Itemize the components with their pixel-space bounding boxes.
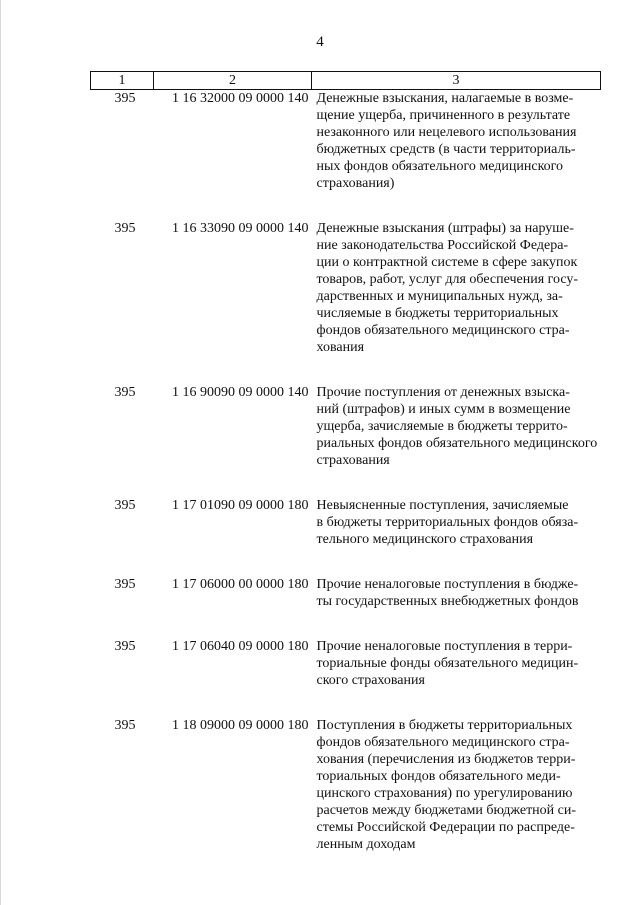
description-line: тельного медицинского страхования <box>316 532 534 547</box>
revenue-code-cell: 1 17 01090 09 0000 180 <box>172 498 309 513</box>
description-line: незаконного или нецелевого использования <box>316 125 577 140</box>
revenue-code-cell: 1 17 06040 09 0000 180 <box>172 639 309 654</box>
table-row <box>91 90 601 221</box>
description-line: ние законодательства Российской Федера- <box>316 238 569 253</box>
description-line: числяемые в бюджеты территориальных <box>316 306 559 321</box>
description-line: Денежные взыскания, налагаемые в возме- <box>316 91 574 106</box>
chapter-code-cell: 395 <box>114 498 136 513</box>
table-body <box>91 90 601 882</box>
chapter-code-cell: 395 <box>114 385 136 400</box>
description-line: в бюджеты территориальных фондов обяза- <box>316 515 579 530</box>
description-line: Прочие неналоговые поступления в бюдже- <box>316 577 579 592</box>
description-line: Денежные взыскания (штрафы) за наруше- <box>316 221 574 236</box>
description-line: Поступления в бюджеты территориальных <box>316 718 573 733</box>
description-line: дарственных и муниципальных нужд, за- <box>316 289 563 304</box>
chapter-code-cell: 395 <box>114 718 136 733</box>
description-line: ний (штрафов) и иных сумм в возмещение <box>316 402 571 417</box>
chapter-code-cell: 395 <box>114 639 136 654</box>
revenue-description-cell <box>312 576 601 638</box>
revenue-code-cell: 1 18 09000 09 0000 180 <box>172 718 309 733</box>
description-line: страхования) <box>316 176 395 191</box>
description-line: ты государственных внебюджетных фондов <box>316 594 579 609</box>
revenue-codes-table <box>90 71 601 881</box>
description-line: цинского страхования) по урегулированию <box>316 786 573 801</box>
description-line: страхования <box>316 453 390 468</box>
description-line: бюджетных средств (в части территориаль- <box>316 142 576 157</box>
table-row <box>91 220 601 384</box>
description-line: Прочие неналоговые поступления в терри- <box>316 639 573 654</box>
description-line: фондов обязательного медицинского стра- <box>316 323 570 338</box>
chapter-code-cell: 395 <box>114 577 136 592</box>
table-row <box>91 497 601 576</box>
table-row <box>91 638 601 717</box>
description-line: хования (перечисления из бюджетов терри- <box>316 752 576 767</box>
description-line: расчетов между бюджетами бюджетной си- <box>316 803 577 818</box>
chapter-code-cell: 395 <box>114 91 136 106</box>
revenue-code-cell: 1 17 06000 00 0000 180 <box>172 577 309 592</box>
column-header-2: 2 <box>154 72 312 90</box>
description-line: ленным доходам <box>316 837 416 852</box>
table-row <box>91 576 601 638</box>
chapter-code-cell: 395 <box>114 221 136 236</box>
table-row <box>91 717 601 881</box>
description-line: ущерба, зачисляемые в бюджеты террито- <box>316 419 568 434</box>
header-row <box>91 72 601 90</box>
description-line: ных фондов обязательного медицинского <box>316 159 564 174</box>
description-line: ции о контрактной системе в сфере закупок <box>316 255 578 270</box>
revenue-description-cell <box>312 90 601 221</box>
description-line: риальных фондов обязательного медицинского <box>316 436 598 451</box>
revenue-description-cell <box>312 497 601 576</box>
revenue-description-cell <box>312 384 601 497</box>
revenue-code-cell: 1 16 90090 09 0000 140 <box>172 385 309 400</box>
description-line: Прочие поступления от денежных взыска- <box>316 385 570 400</box>
table-row <box>91 384 601 497</box>
revenue-description-cell <box>312 717 601 881</box>
description-line: ского страхования <box>316 673 425 688</box>
description-line: ториальные фонды обязательного медицин- <box>316 656 579 671</box>
description-line: фондов обязательного медицинского стра- <box>316 735 570 750</box>
page-number: 4 <box>316 34 324 50</box>
description-line: товаров, работ, услуг для обеспечения госу- <box>316 272 579 287</box>
description-line: щение ущерба, причиненного в результате <box>316 108 571 123</box>
description-line: ториальных фондов обязательного меди- <box>316 769 561 784</box>
revenue-description-cell <box>312 638 601 717</box>
revenue-code-cell: 1 16 32000 09 0000 140 <box>172 91 309 106</box>
scan-edge <box>0 0 1 905</box>
description-line: стемы Российской Федерации по распреде- <box>316 820 575 835</box>
description-line: Невыясненные поступления, зачисляемые <box>316 498 569 513</box>
description-line: хования <box>316 340 365 355</box>
revenue-description-cell <box>312 220 601 384</box>
column-header-3: 3 <box>312 72 601 90</box>
column-header-1: 1 <box>91 72 154 90</box>
revenue-code-cell: 1 16 33090 09 0000 140 <box>172 221 309 236</box>
